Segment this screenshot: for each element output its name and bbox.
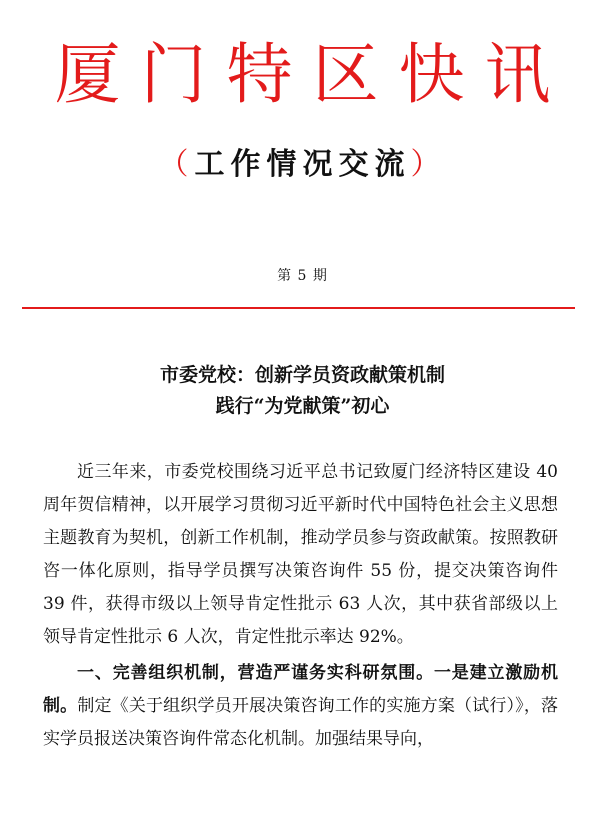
- article-title-line-1: 市委党校：创新学员资政献策机制: [159, 364, 445, 386]
- issue-number: 第 5 期: [277, 268, 328, 284]
- article-body: [43, 456, 558, 756]
- subtitle-text: 工作情况交流: [194, 147, 411, 182]
- article-title-line-2: 践行“为党献策”初心: [215, 395, 390, 417]
- masthead-subtitle: [0, 140, 605, 190]
- paragraph-intro: 近三年来，市委党校围绕习近平总书记致厦门经济特区建设 40 周年贺信精神，以开展学习贯彻习近平新时代中国特色社会主义思想主题教育为契机，创新工作机制，推动学员参与资政献策。按照教研咨一体化原则，指导学员撰写决策咨询件 55 份，提交决策咨询件 39 件，获得市级以上领导肯定性批示 63 人次，其中获省部级以上领导肯定性批示 6 人次，肯定性批示率达 92%。: [43, 462, 558, 647]
- masthead-title: 厦门特区快讯: [54, 36, 571, 113]
- subtitle-close-paren: ）: [410, 147, 447, 182]
- paragraph-section-1: [43, 657, 558, 756]
- header-divider: [22, 307, 575, 309]
- section-body: 制定《关于组织学员开展决策咨询工作的实施方案（试行）》，落实学员报送决策咨询件常态化机制。加强结果导向，: [43, 696, 559, 749]
- subtitle-open-paren: （: [158, 147, 195, 182]
- section-subheading: 一是建立激励机制。: [43, 663, 559, 716]
- section-heading: 一、完善组织机制，营造严谨务实科研氛围。: [77, 663, 434, 683]
